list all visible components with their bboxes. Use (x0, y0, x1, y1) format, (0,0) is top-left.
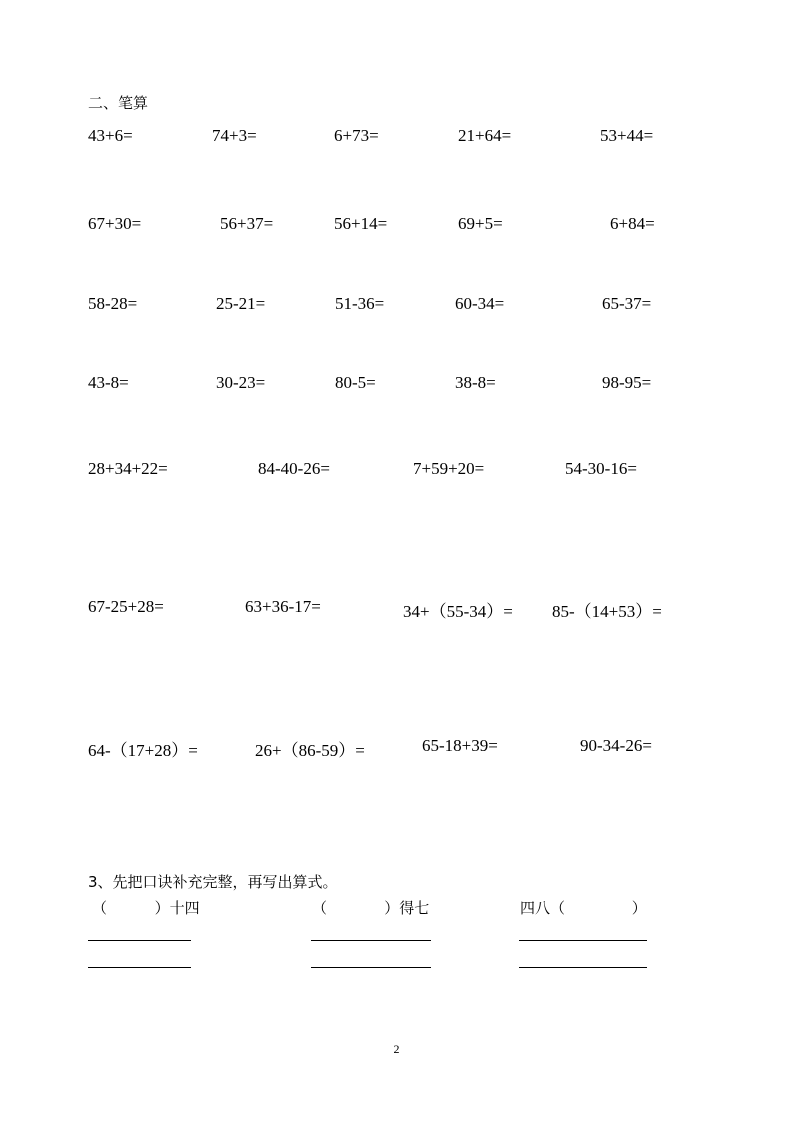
expression: 21+64= (458, 126, 512, 145)
expression: 6+73= (334, 126, 379, 145)
expression: 98-95= (602, 373, 652, 392)
expression: 38-8= (455, 373, 496, 392)
expression: 65-37= (602, 294, 652, 313)
answer-line[interactable] (519, 967, 647, 968)
section-2-heading: 二、笔算 (88, 94, 149, 112)
expression: 67-25+28= (88, 597, 164, 616)
expression: 64-（17+28）= (88, 741, 198, 760)
answer-line[interactable] (311, 940, 431, 941)
expression: 30-23= (216, 373, 266, 392)
mnemonic-prompt: （ ）十四 (92, 899, 200, 917)
expression: 67+30= (88, 214, 142, 233)
expression: 51-36= (335, 294, 385, 313)
answer-line[interactable] (88, 967, 191, 968)
expression: 54-30-16= (565, 459, 637, 478)
expression: 90-34-26= (580, 736, 652, 755)
expression: 56+14= (334, 214, 388, 233)
expression: 25-21= (216, 294, 266, 313)
expression: 60-34= (455, 294, 505, 313)
expression: 84-40-26= (258, 459, 330, 478)
answer-line[interactable] (519, 940, 647, 941)
mnemonic-prompt: 四八（ ） (520, 899, 647, 917)
expression: 80-5= (335, 373, 376, 392)
expression: 65-18+39= (422, 736, 498, 755)
answer-line[interactable] (311, 967, 431, 968)
expression: 85-（14+53）= (552, 602, 662, 621)
page-number: 2 (393, 1042, 400, 1056)
expression: 26+（86-59）= (255, 741, 365, 760)
expression: 74+3= (212, 126, 257, 145)
expression: 63+36-17= (245, 597, 321, 616)
mnemonic-prompt: （ ）得七 (312, 899, 430, 917)
expression: 53+44= (600, 126, 654, 145)
expression: 58-28= (88, 294, 138, 313)
expression: 43-8= (88, 373, 129, 392)
expression: 28+34+22= (88, 459, 168, 478)
answer-line[interactable] (88, 940, 191, 941)
expression: 34+（55-34）= (403, 602, 513, 621)
section-3-heading: 3、先把口诀补充完整，再写出算式。 (88, 873, 338, 891)
expression: 43+6= (88, 126, 133, 145)
expression: 7+59+20= (413, 459, 485, 478)
expression: 69+5= (458, 214, 503, 233)
expression: 6+84= (610, 214, 655, 233)
expression: 56+37= (220, 214, 274, 233)
